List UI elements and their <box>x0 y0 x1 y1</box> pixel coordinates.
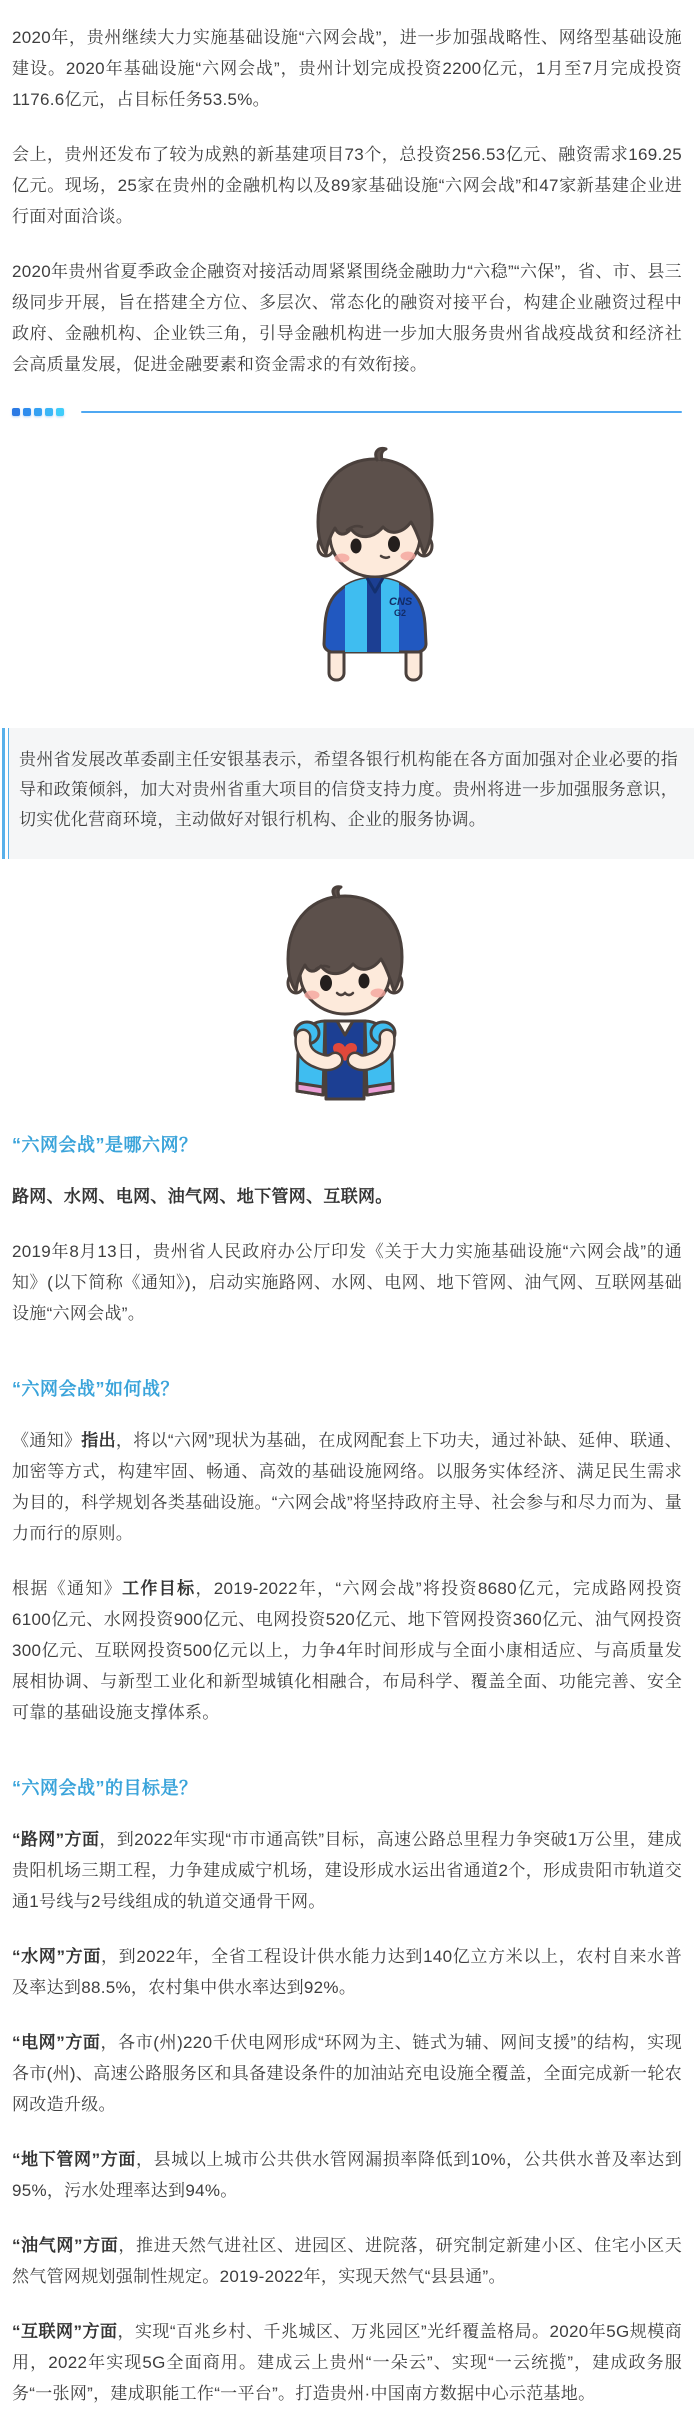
mascot-shirt-logo-text: CNS <box>389 596 413 608</box>
paragraph-bold-text: “互联网”方面 <box>12 2322 118 2341</box>
paragraph-bold-text: “电网”方面 <box>12 2033 101 2052</box>
paragraph-text: ，2019-2022年，“六网会战”将投资8680亿元，完成路网投资6100亿元、水网投资900亿元、电网投资520亿元、地下管网投资360亿元、油气网投资300亿元、互联网投资500亿元以上，力争4年时间形成与全面小康相适应、与高质量发展相协调、与新型工业化和新型城镇化相融合，布局科学、覆盖全面、功能完善、安全可靠的基础设施支撑体系。 <box>12 1579 682 1722</box>
paragraph-bold-text: 路网、水网、电网、油气网、地下管网、互联网。 <box>12 1187 393 1206</box>
body-paragraph <box>12 1181 682 1212</box>
mascot-shirt-logo-text: G2 <box>394 608 407 618</box>
divider-square-icon <box>12 408 20 416</box>
body-paragraph-underground-pipe-network <box>12 2144 682 2206</box>
divider-square-icon <box>45 408 53 416</box>
paragraph-text: ，县城以上城市公共供水管网漏损率降低到10%，公共供水普及率达到95%，污水处理率达到94%。 <box>12 2150 683 2200</box>
quote-text: 贵州省发展改革委副主任安银基表示，希望各银行机构能在各方面加强对企业必要的指导和政策倾斜，加大对贵州省重大项目的信贷支持力度。贵州将进一步加强服务意识，切实优化营商环境，主动做好对银行机构、企业的服务协调。 <box>19 750 678 829</box>
paragraph-bold-text: 指出 <box>81 1431 116 1450</box>
body-paragraph <box>12 1425 682 1549</box>
paragraph-text: 2019年8月13日，贵州省人民政府办公厅印发《关于大力实施基础设施“六网会战”的通知》(以下简称《通知》)，启动实施路网、水网、电网、地下管网、油气网、互联网基础设施“六网会战”。 <box>12 1242 682 1323</box>
paragraph-text: ，到2022年实现“市市通高铁”目标，高速公路总里程力争突破1万公里，建成贵阳机场三期工程，力争建成威宁机场，建设形成水运出省通道2个，形成贵阳市轨道交通1号线与2号线组成的轨道交通骨干网。 <box>12 1830 682 1911</box>
paragraph-text: ，各市(州)220千伏电网形成“环网为主、链式为辅、网间支援”的结构，实现各市(州)、高速公路服务区和具备建设条件的加油站充电设施全覆盖，全面完成新一轮农网改造升级。 <box>12 2033 682 2114</box>
paragraph-text: 根据《通知》 <box>12 1579 123 1598</box>
body-paragraph-water-network <box>12 1941 682 2003</box>
body-paragraph-power-network <box>12 2027 682 2120</box>
quote-block <box>2 728 694 859</box>
body-paragraph-road-network <box>12 1824 682 1917</box>
paragraph-bold-text: “地下管网”方面 <box>12 2150 136 2169</box>
section-heading-goals: “六网会战”的目标是？ <box>12 1778 198 1798</box>
quote-inner <box>8 728 694 859</box>
paragraph-text: 《通知》 <box>12 1431 82 1450</box>
paragraph-bold-text: “水网”方面 <box>12 1947 102 1966</box>
cns-boy-heart-hands-image <box>269 885 425 1113</box>
intro-paragraph-1: 2020年，贵州继续大力实施基础设施“六网会战”，进一步加强战略性、网络型基础设施建设。2020年基础设施“六网会战”，贵州计划完成投资2200亿元，1月至7月完成投资1176.6亿元，占目标任务53.5%。 <box>12 28 682 109</box>
paragraph-text: ，到2022年，全省工程设计供水能力达到140亿立方米以上，农村自来水普及率达到88.5%，农村集中供水率达到92%。 <box>12 1947 682 1997</box>
paragraph-text: ，实现“百兆乡村、千兆城区、万兆园区”光纤覆盖格局。2020年5G规模商用，2022年实现5G全面商用。建成云上贵州“一朵云”、实现“一云统揽”，建成政务服务“一张网”，建成职能工作“一平台”。打造贵州·中国南方数据中心示范基地。 <box>12 2322 682 2403</box>
divider-square-icon <box>23 408 31 416</box>
section-heading-how-to-fight: “六网会战”如何战？ <box>12 1379 179 1399</box>
section-heading-which-six-networks: “六网会战”是哪六网？ <box>12 1135 198 1155</box>
divider-square-icon <box>34 408 42 416</box>
intro-paragraph-2: 会上，贵州还发布了较为成熟的新基建项目73个，总投资256.53亿元、融资需求169.25亿元。现场，25家在贵州的金融机构以及89家基础设施“六网会战”和47家新基建企业进行面对面洽谈。 <box>12 145 682 226</box>
body-paragraph-internet <box>12 2316 682 2409</box>
paragraph-text: ，将以“六网”现状为基础，在成网配套上下功夫，通过补缺、延伸、联通、加密等方式，构建牢固、畅通、高效的基础设施网络。以服务实体经济、满足民生需求为目的，科学规划各类基础设施。“六网会战”将坚持政府主导、社会参与和尽力而为、量力而行的原则。 <box>12 1431 682 1543</box>
paragraph-text: ，推进天然气进社区、进园区、进院落，研究制定新建小区、住宅小区天然气管网规划强制性规定。2019-2022年，实现天然气“县县通”。 <box>12 2236 682 2286</box>
body-paragraph <box>12 1236 682 1329</box>
mascot-illustration-2 <box>12 885 682 1113</box>
mascot-illustration-1 <box>12 444 682 684</box>
paragraph-bold-text: 工作目标 <box>122 1579 196 1598</box>
cns-boy-standing-image <box>293 444 457 684</box>
body-paragraph-oil-gas-network <box>12 2230 682 2292</box>
intro-paragraph-3: 2020年贵州省夏季政金企融资对接活动周紧紧围绕金融助力“六稳”“六保”，省、市、县三级同步开展，旨在搭建全方位、多层次、常态化的融资对接平台，构建企业融资过程中政府、金融机构、企业铁三角，引导金融机构进一步加大服务贵州省战疫战贫和经济社会高质量发展，促进金融要素和资金需求的有效衔接。 <box>12 262 682 374</box>
paragraph-bold-text: “路网”方面 <box>12 1830 100 1849</box>
section-divider <box>12 406 682 418</box>
divider-square-icon <box>56 408 64 416</box>
body-paragraph <box>12 1573 682 1728</box>
divider-line <box>81 411 682 413</box>
paragraph-bold-text: “油气网”方面 <box>12 2236 119 2255</box>
